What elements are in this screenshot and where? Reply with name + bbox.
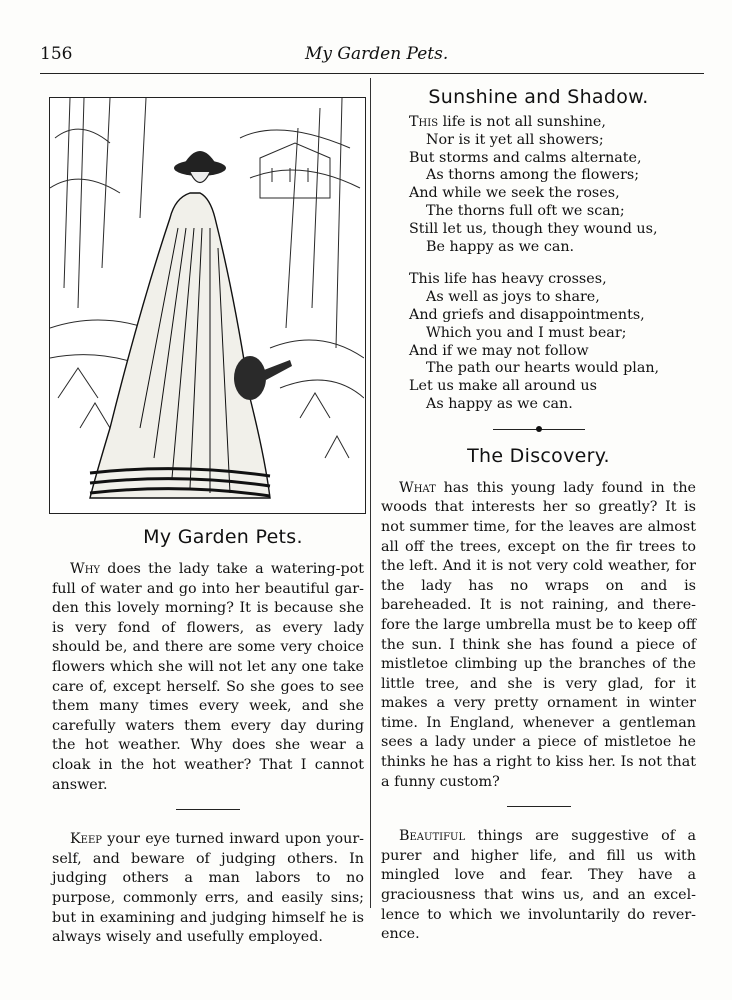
- running-head: My Garden Pets.: [305, 44, 449, 64]
- article-title-discovery: The Discovery.: [467, 444, 610, 467]
- poem-line: And griefs and disappointments,: [409, 306, 645, 323]
- keep-eye-lead: Keep: [70, 831, 103, 848]
- poem-line: But storms and calms alternate,: [409, 149, 642, 166]
- right-column: [381, 86, 696, 945]
- keep-eye-body: [52, 830, 364, 948]
- beautiful-body: [381, 827, 696, 945]
- header-rule: [40, 73, 704, 74]
- garden-pets-text: does the lady take a watering-pot full of water and go into her beautiful garden this lovely morning? It is because she is very fond of flowers, as every lady should be, and there are some very choice flowers which she will not let any one take care of, except herself. So she goes to see them many times every week, and she carefully waters them every day during the hot weather. Why does she wear a cloak in the hot weather? That I cannot answer.: [52, 561, 364, 793]
- poem-line: As happy as we can.: [426, 395, 573, 412]
- poem-line: Let us make all around us: [409, 378, 597, 395]
- poem-line-text: life is not all sunshine,: [438, 114, 606, 130]
- poem-line: Nor is it yet all showers;: [426, 131, 604, 148]
- section-divider: [507, 806, 571, 807]
- poem-line: [409, 114, 696, 132]
- poem-line: And if we may not follow: [409, 342, 589, 359]
- woman-with-watering-can-engraving: [50, 98, 364, 512]
- beautiful-lead: Beautiful: [399, 828, 466, 845]
- poem-line: And while we seek the roses,: [409, 185, 620, 202]
- poem-line: This life has heavy crosses,: [409, 271, 607, 288]
- ornament-divider: [493, 429, 585, 430]
- poem-line: The path our hearts would plan,: [426, 360, 660, 377]
- poem-line: As well as joys to share,: [426, 289, 600, 306]
- garden-pets-lead: Why: [70, 561, 101, 577]
- poem-line: Which you and I must bear;: [426, 324, 627, 341]
- keep-eye-text: your eye turned inward upon yourself, and beware of judging others. In judging others a man labors to no purpose, commonly errs, and easily sins; but in examining and judging himself he is always wisely and usefully employed.: [52, 831, 364, 946]
- poem-stanza: [409, 114, 696, 256]
- garden-pets-body: [52, 560, 364, 795]
- poem-line: As thorns among the flowers;: [426, 167, 640, 184]
- discovery-body: [381, 479, 696, 793]
- beautiful-text: things are suggestive of a purer and higher life, and fill us with mingled love and fear. They have a graciousness that wins us, and an excellence to which we involuntarily do reverence.: [381, 828, 696, 943]
- poem-title: Sunshine and Shadow.: [428, 86, 649, 108]
- page-number: 156: [40, 44, 73, 64]
- poem-lead: This: [409, 114, 439, 130]
- garden-illustration: [49, 97, 366, 514]
- poem-line: The thorns full oft we scan;: [426, 202, 625, 219]
- poem-sunshine-and-shadow: [409, 114, 696, 414]
- poem-line: Be happy as we can.: [426, 238, 575, 255]
- section-divider: [176, 809, 240, 810]
- column-divider: [370, 78, 371, 908]
- article-title-garden-pets: My Garden Pets.: [143, 526, 303, 548]
- poem-line: Still let us, though they wound us,: [409, 220, 658, 237]
- discovery-text: has this young lady found in the woods that interests her so greatly? It is not summer time, for the leaves are almost all off the trees, except on the fir trees to the left. And it is not very cold weather, for the lady has no wraps on and is bareheaded. It is not raining, and therefore the large umbrella must be to keep off the sun. I think she has found a piece of mistletoe climbing up the branches of the little tree, and she is very glad, for it makes a very pretty ornament in winter time. In England, whenever a gentleman sees a lady under a piece of mistletoe he thinks he has a right to kiss her. Is not that a funny custom?: [381, 479, 696, 790]
- left-column: [52, 526, 364, 948]
- poem-stanza: [409, 271, 696, 413]
- discovery-lead: What: [399, 479, 436, 496]
